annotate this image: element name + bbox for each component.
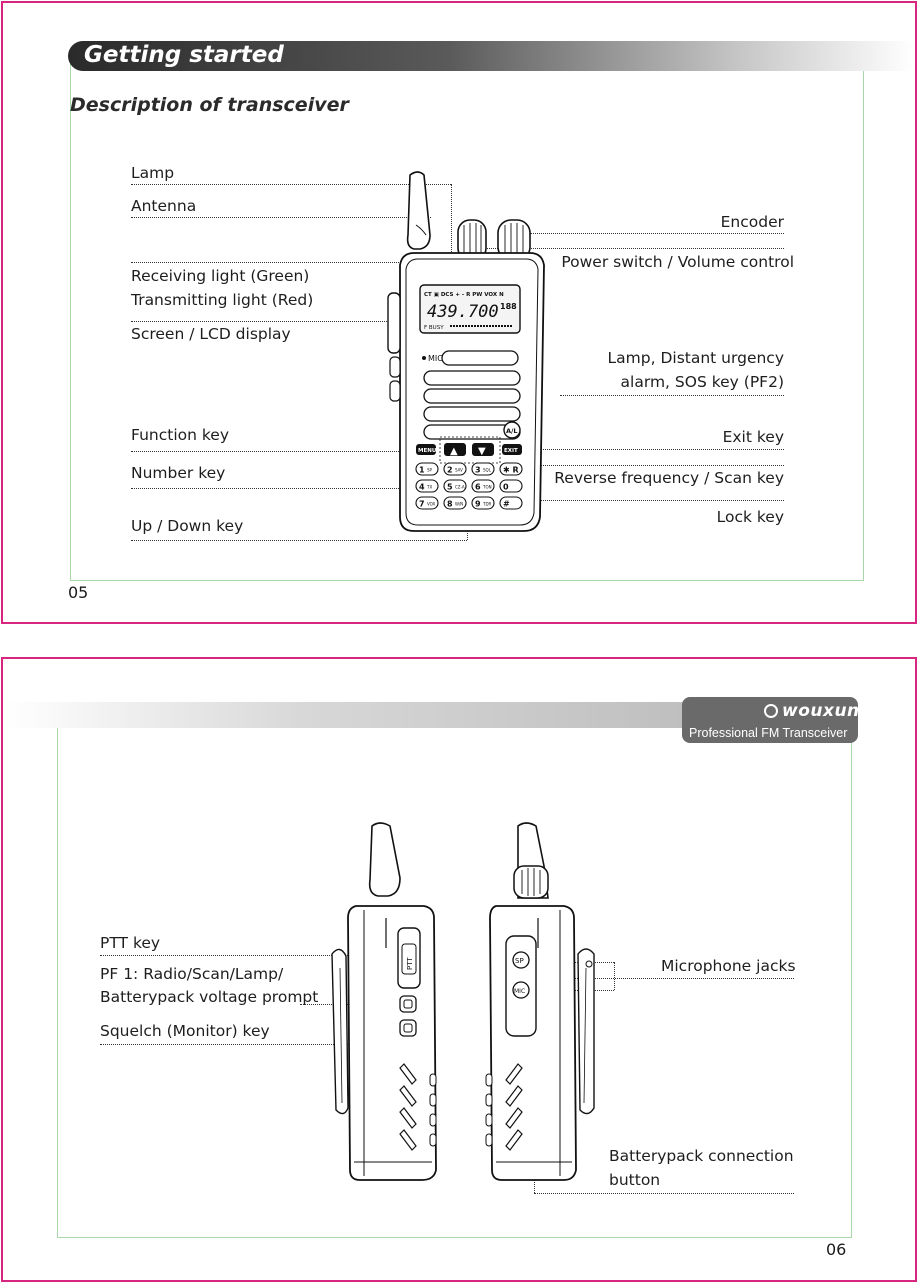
key-exit: EXIT [504, 448, 518, 454]
key-menu: MENU [418, 448, 437, 454]
keypad-key-label-4: 4 [419, 482, 425, 492]
label-antenna: Antenna [131, 197, 197, 215]
label-battery-1: Batterypack connection [609, 1147, 794, 1165]
transceiver-front-illustration [380, 165, 550, 535]
section-title: Description of transceiver [70, 94, 349, 116]
keypad-key-label-8: 7 [419, 499, 425, 509]
transceiver-side-right-illustration [478, 818, 618, 1188]
keypad-key-label-0: 1 [419, 465, 425, 475]
keypad-key-label-9: 8 [447, 499, 453, 509]
label-exit-key: Exit key [722, 428, 784, 446]
leader-up-down-key [131, 540, 467, 541]
keypad-key-label-11: # [503, 499, 510, 509]
brand-tagline: Professional FM Transceiver [689, 726, 848, 740]
keypad-key-sublabel-5: CZ-A [455, 484, 465, 490]
key-down: ▼ [478, 446, 486, 457]
keypad-key-label-5: 5 [447, 482, 453, 492]
leader-reverse-scan [520, 465, 784, 466]
label-battery-2: button [609, 1171, 661, 1189]
label-lamp-alarm-2: alarm, SOS key (PF2) [620, 373, 784, 391]
lcd-mode: F BUSY [424, 325, 444, 331]
label-squelch: Squelch (Monitor) key [100, 1022, 270, 1040]
ptt-label: PTT [406, 957, 414, 970]
label-function-key: Function key [131, 426, 229, 444]
keypad-key-label-6: 6 [475, 482, 481, 492]
label-power-switch: Power switch / Volume control [561, 253, 794, 271]
leader-number-key [131, 488, 421, 489]
keypad-key-label-1: 2 [447, 465, 453, 475]
label-reverse-scan: Reverse frequency / Scan key [554, 469, 784, 487]
label-screen: Screen / LCD display [131, 325, 291, 343]
label-pf1-line1: PF 1: Radio/Scan/Lamp/ [100, 965, 284, 983]
leader-lamp-alarm [560, 395, 784, 396]
mic-jack-label: MIC [514, 988, 526, 995]
lcd-frequency: 439.700 [427, 302, 499, 322]
label-number-key: Number key [131, 464, 226, 482]
keypad-key-sublabel-2: SQL [483, 467, 491, 473]
label-lock-key: Lock key [716, 508, 784, 526]
keypad-key-label-7: 0 [503, 482, 509, 492]
label-up-down-key: Up / Down key [131, 517, 244, 535]
header-title: Getting started [84, 42, 284, 68]
keypad-key-sublabel-8: VOX [427, 501, 436, 507]
brand-logo: wouxun [782, 701, 860, 721]
keypad-key-label-2: 3 [475, 465, 481, 475]
label-tx-light: Transmitting light (Red) [131, 291, 314, 309]
leader-function-key [131, 451, 421, 452]
transceiver-side-left-illustration [320, 818, 450, 1188]
label-rx-light: Receiving light (Green) [131, 267, 310, 285]
page-number-top: 05 [68, 583, 89, 602]
sp-jack-label: SP [515, 957, 524, 965]
label-ptt-key: PTT key [100, 934, 161, 952]
lcd-channel: 188 [500, 302, 517, 311]
keypad-key-sublabel-1: SAV [455, 467, 463, 473]
leader-encoder [530, 233, 784, 234]
label-mic-jacks: Microphone jacks [661, 957, 796, 975]
leader-battery [534, 1193, 794, 1194]
mic-label-front: MIC [428, 354, 443, 363]
keypad-key-label-3: ✱ R [503, 465, 519, 475]
key-up: ▲ [450, 446, 458, 457]
keypad-key-sublabel-4: TX [427, 484, 433, 490]
keypad-key-sublabel-6: TON [483, 484, 492, 490]
keypad-key-label-10: 9 [475, 499, 481, 509]
keypad-key-sublabel-10: TDR [483, 501, 492, 507]
brand-logo-icon [764, 704, 778, 718]
leader-lock-key [520, 500, 784, 501]
label-lamp-alarm-1: Lamp, Distant urgency [607, 349, 784, 367]
label-lamp: Lamp [131, 164, 175, 182]
keypad-key-sublabel-0: SP [427, 467, 432, 473]
label-encoder: Encoder [720, 213, 784, 231]
lcd-top-row: CT ▣ DCS + - R PW VOX N [424, 292, 504, 298]
key-al: A/L [506, 427, 518, 435]
label-pf1-line2: Batterypack voltage prompt [100, 988, 319, 1006]
keypad-key-sublabel-9: W/N [455, 501, 464, 507]
page-number-bottom: 06 [826, 1240, 847, 1259]
